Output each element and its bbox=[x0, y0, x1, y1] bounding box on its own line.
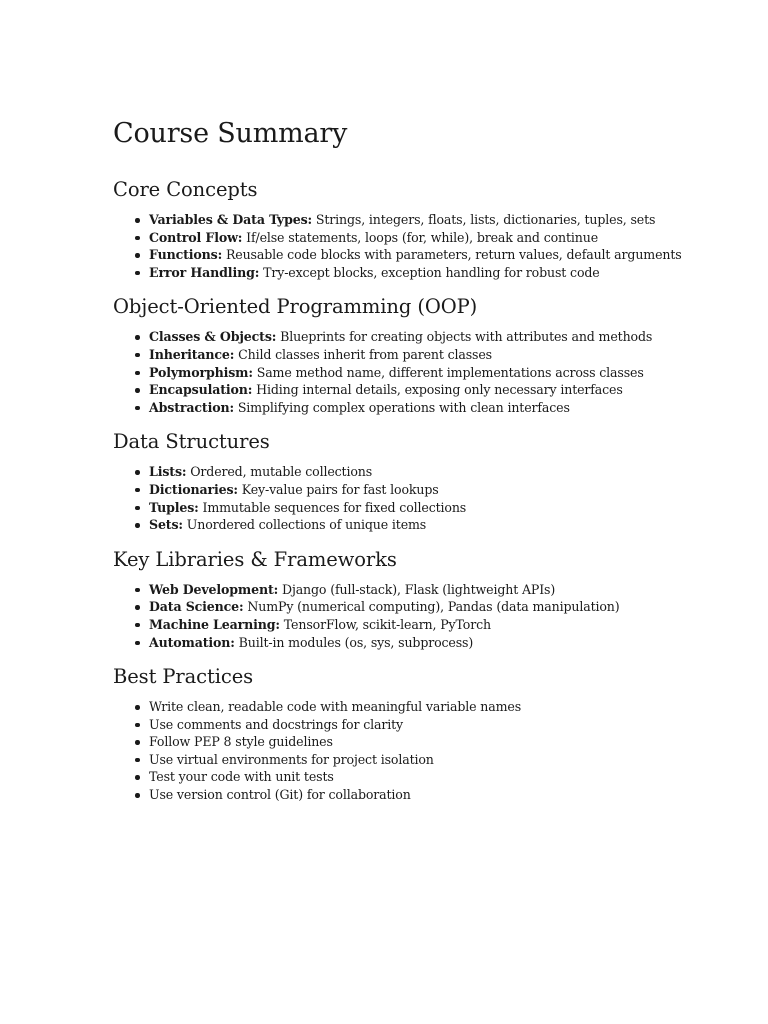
item-text: TensorFlow, scikit-learn, PyTorch bbox=[279, 616, 491, 632]
list-item bbox=[149, 211, 733, 229]
list-item bbox=[149, 516, 733, 534]
item-text: Simplifying complex operations with clean interfaces bbox=[233, 399, 570, 415]
item-term: Machine Learning: bbox=[149, 616, 280, 632]
item-text: Blueprints for creating objects with attributes and methods bbox=[276, 329, 653, 345]
list-item bbox=[149, 381, 733, 399]
item-term: Sets: bbox=[149, 517, 183, 533]
list-item bbox=[149, 463, 733, 481]
item-text: Try-except blocks, exception handling for robust code bbox=[259, 264, 600, 280]
list-item bbox=[149, 616, 733, 634]
item-term: Classes & Objects: bbox=[149, 329, 277, 345]
item-term: Lists: bbox=[149, 464, 187, 480]
section-heading-data-structures: Data Structures bbox=[113, 430, 270, 454]
list-item bbox=[149, 246, 733, 264]
list-item bbox=[149, 481, 733, 499]
item-term: Polymorphism: bbox=[149, 364, 253, 380]
item-text: Child classes inherit from parent classes bbox=[234, 346, 492, 362]
list-item bbox=[149, 328, 733, 346]
list-item bbox=[149, 768, 733, 786]
item-text: Django (full-stack), Flask (lightweight APIs) bbox=[278, 581, 556, 597]
list-item bbox=[149, 264, 733, 282]
core-concepts-list bbox=[113, 211, 733, 281]
item-term: Web Development: bbox=[149, 581, 279, 597]
data-structures-list bbox=[113, 463, 733, 533]
item-text: Hiding internal details, exposing only necessary interfaces bbox=[252, 382, 623, 398]
item-text: Immutable sequences for fixed collections bbox=[198, 499, 467, 515]
section-heading-libraries: Key Libraries & Frameworks bbox=[113, 547, 397, 571]
item-term: Tuples: bbox=[149, 499, 199, 515]
list-item bbox=[149, 364, 733, 382]
item-text: NumPy (numerical computing), Pandas (data manipulation) bbox=[243, 599, 620, 615]
item-text: Use comments and docstrings for clarity bbox=[149, 716, 403, 732]
item-term: Functions: bbox=[149, 247, 223, 263]
section-heading-oop: Object-Oriented Programming (OOP) bbox=[113, 295, 478, 319]
item-text: Write clean, readable code with meaningful variable names bbox=[149, 699, 522, 715]
item-text: Reusable code blocks with parameters, return values, default arguments bbox=[222, 247, 682, 263]
list-item bbox=[149, 634, 733, 652]
item-text: Use version control (Git) for collaboration bbox=[149, 787, 411, 803]
item-text: Same method name, different implementations across classes bbox=[252, 364, 644, 380]
item-term: Abstraction: bbox=[149, 399, 234, 415]
item-term: Data Science: bbox=[149, 599, 244, 615]
list-item bbox=[149, 698, 733, 716]
item-text: Key-value pairs for fast lookups bbox=[237, 481, 439, 497]
item-text: Follow PEP 8 style guidelines bbox=[149, 734, 333, 750]
item-term: Control Flow: bbox=[149, 229, 243, 245]
item-text: Ordered, mutable collections bbox=[186, 464, 373, 480]
item-text: Unordered collections of unique items bbox=[182, 517, 427, 533]
oop-list bbox=[113, 328, 733, 416]
list-item bbox=[149, 581, 733, 599]
list-item bbox=[149, 499, 733, 517]
section-heading-best-practices: Best Practices bbox=[113, 665, 254, 689]
best-practices-list bbox=[113, 698, 733, 804]
list-item bbox=[149, 346, 733, 364]
page-title: Course Summary bbox=[113, 118, 348, 149]
list-item bbox=[149, 399, 733, 417]
item-term: Encapsulation: bbox=[149, 382, 253, 398]
list-item bbox=[149, 229, 733, 247]
item-term: Dictionaries: bbox=[149, 481, 238, 497]
item-term: Error Handling: bbox=[149, 264, 260, 280]
item-text: Test your code with unit tests bbox=[149, 769, 334, 785]
item-term: Variables & Data Types: bbox=[149, 212, 313, 227]
list-item bbox=[149, 751, 733, 769]
item-text: Built-in modules (os, sys, subprocess) bbox=[234, 634, 474, 650]
item-text: If/else statements, loops (for, while), break and continue bbox=[242, 229, 599, 245]
list-item bbox=[149, 733, 733, 751]
list-item bbox=[149, 786, 733, 804]
item-text: Use virtual environments for project isolation bbox=[149, 751, 434, 767]
list-item bbox=[149, 716, 733, 734]
list-item bbox=[149, 598, 733, 616]
item-term: Automation: bbox=[149, 634, 235, 650]
item-term: Inheritance: bbox=[149, 346, 235, 362]
libraries-list bbox=[113, 581, 733, 651]
document-page bbox=[113, 112, 733, 816]
item-text: Strings, integers, floats, lists, dictionaries, tuples, sets bbox=[312, 212, 656, 227]
section-heading-core-concepts: Core Concepts bbox=[113, 178, 258, 201]
